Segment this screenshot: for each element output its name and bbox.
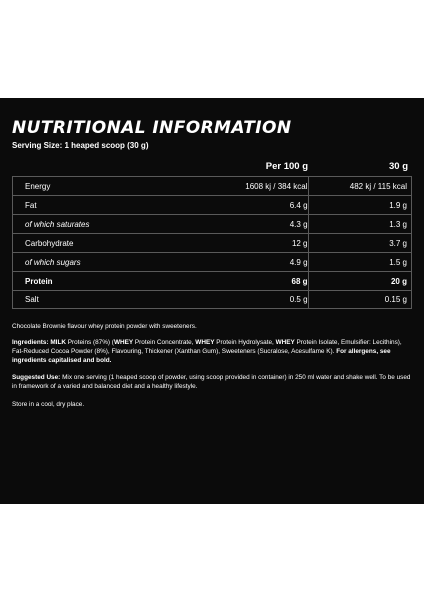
suggested-use-label: Suggested Use: <box>12 374 61 381</box>
nutrient-name: Protein <box>25 276 53 286</box>
value-per-100g: 0.5 g <box>289 295 308 304</box>
header-per-100g: Per 100 g <box>265 160 308 172</box>
nutrient-name: of which saturates <box>25 219 90 229</box>
value-per-100g: 4.3 g <box>289 219 308 229</box>
suggested-use-text <box>12 373 412 391</box>
nutrient-name: of which sugars <box>25 257 81 267</box>
table-header <box>12 156 412 176</box>
serving-size: Serving Size: 1 heaped scoop (30 g) <box>12 141 149 150</box>
table-row <box>13 252 411 271</box>
nutrient-name: Fat <box>25 200 37 210</box>
table-row <box>13 214 411 233</box>
product-description: Chocolate Brownie flavour whey protein powder with sweeteners. <box>12 323 197 330</box>
value-per-serving: 0.15 g <box>308 291 411 308</box>
allergen-milk: MILK <box>50 339 66 346</box>
ingredients-part: Protein Hydrolysate, <box>214 339 276 346</box>
ingredients-text <box>12 338 412 365</box>
table-row <box>13 176 411 195</box>
value-per-serving: 1.9 g <box>308 196 411 214</box>
nutrition-table <box>12 156 412 309</box>
value-per-serving: 20 g <box>308 272 411 290</box>
table-body <box>12 176 412 309</box>
header-per-serving: 30 g <box>388 160 408 172</box>
table-row <box>13 271 411 290</box>
nutrition-panel <box>0 98 424 504</box>
value-per-serving: 482 kj / 115 kcal <box>308 177 411 195</box>
value-per-serving: 3.7 g <box>308 234 411 252</box>
value-per-100g: 68 g <box>291 276 308 286</box>
suggested-use-body: Mix one serving (1 heaped scoop of powder, using scoop provided in container) in 250 ml water and shake well. To be used in framework of a varied and balanced diet and a healthy lifestyle. <box>12 374 411 390</box>
allergen-whey: WHEY <box>113 339 134 346</box>
table-row <box>13 233 411 252</box>
allergen-note: For allergens, see ingredients capitalised and bold. <box>12 348 391 364</box>
storage-text: Store in a cool, dry place. <box>12 401 85 408</box>
ingredients-part: Protein Isolate, Emulsifier: Lecithins), Fat-Reduced Cocoa Powder (8%), Flavouring, Thickener (Xanthan Gum), Sweeteners (Sucralose, Acesulfame K). <box>12 339 402 355</box>
table-row <box>13 290 411 309</box>
table-row <box>13 195 411 214</box>
ingredients-part: Protein Concentrate, <box>133 339 196 346</box>
page-title: NUTRITIONAL INFORMATION <box>12 118 292 138</box>
ingredients-part: Proteins (87%) ( <box>65 339 114 346</box>
value-per-100g: 1608 kj / 384 kcal <box>245 181 308 191</box>
nutrient-name: Carbohydrate <box>25 238 74 248</box>
allergen-whey: WHEY <box>275 339 295 346</box>
value-per-serving: 1.5 g <box>308 253 411 271</box>
value-per-100g: 12 g <box>291 238 308 248</box>
value-per-serving: 1.3 g <box>308 215 411 233</box>
value-per-100g: 6.4 g <box>289 200 308 210</box>
value-per-100g: 4.9 g <box>289 257 308 267</box>
nutrient-name: Salt <box>25 295 39 304</box>
allergen-whey: WHEY <box>195 339 215 346</box>
nutrient-name: Energy <box>25 181 51 191</box>
ingredients-label: Ingredients: <box>12 339 49 346</box>
